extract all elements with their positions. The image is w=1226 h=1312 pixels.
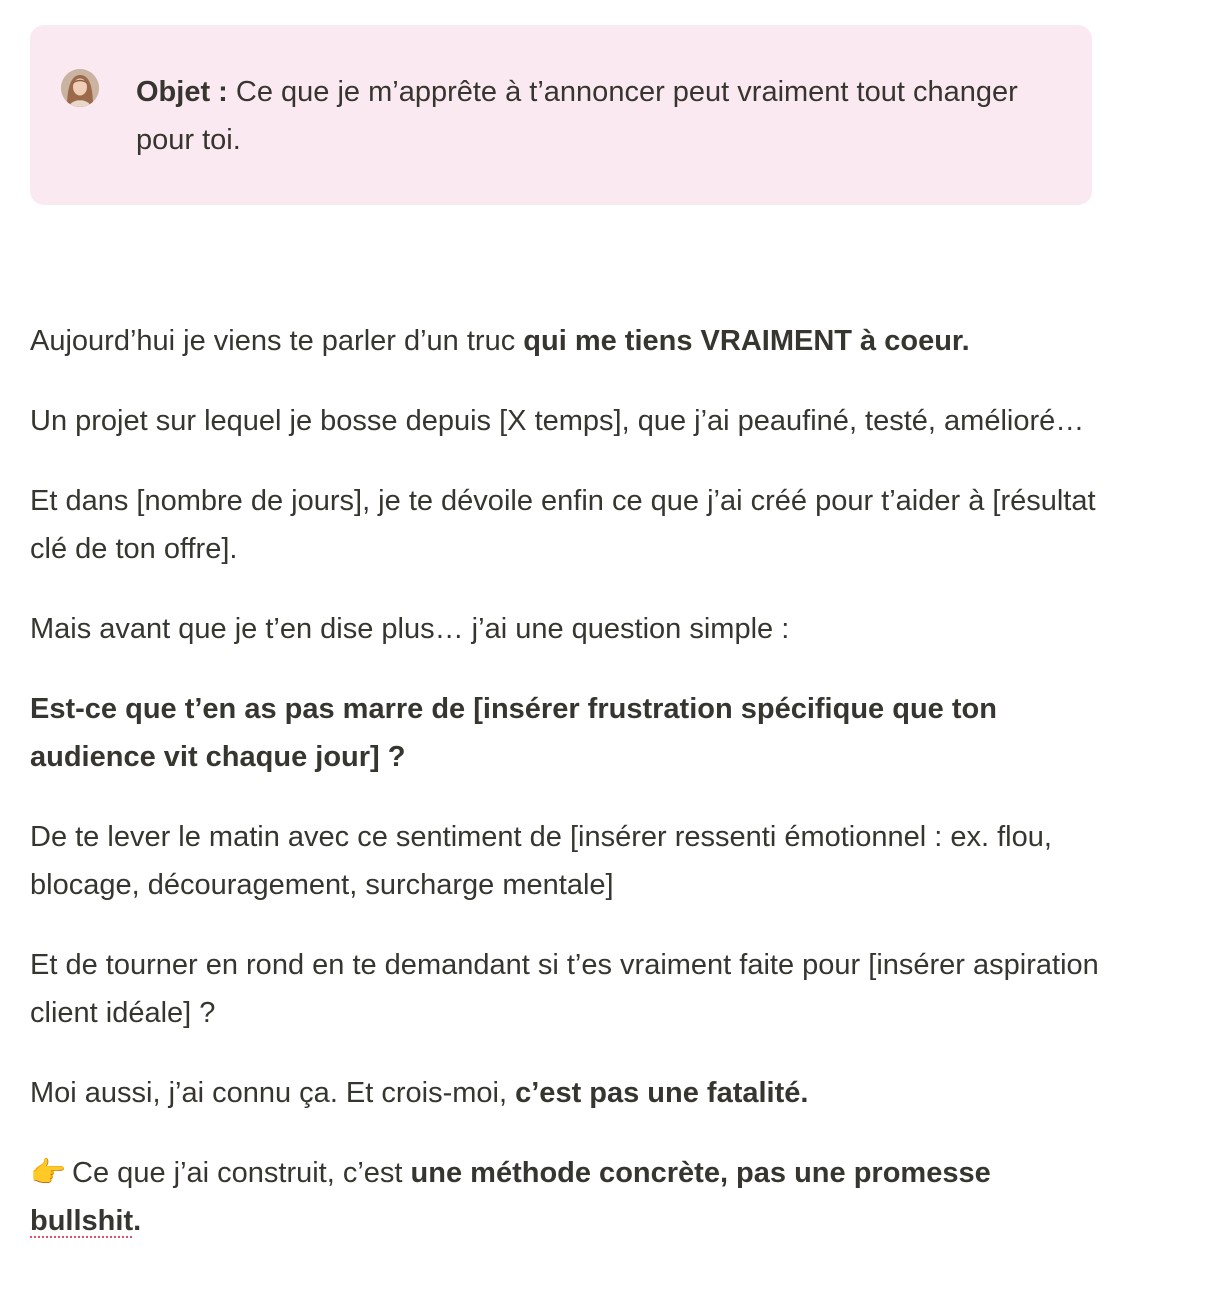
paragraph: 👉 Ce que j’ai construit, c’est une méthode concrète, pas une promesse bullshit. [30,1149,1100,1245]
paragraph: Moi aussi, j’ai connu ça. Et crois-moi, c’est pas une fatalité. [30,1077,809,1109]
spellcheck-flagged-word[interactable]: bullshit [30,1205,134,1237]
paragraph: Et dans [nombre de jours], je te dévoile enfin ce que j’ai créé pour t’aider à [résultat clé de ton offre]. [30,485,1096,565]
avatar-portrait-icon [61,69,99,107]
paragraph: Mais avant que je t’en dise plus… j’ai une question simple : [30,613,790,645]
pointing-hand-icon: 👉 [30,1157,67,1189]
subject-label: Objet : [136,76,228,108]
paragraph: Est-ce que t’en as pas marre de [insérer frustration spécifique que ton audience vit chaque jour] ? [30,693,997,773]
paragraph: De te lever le matin avec ce sentiment de [insérer ressenti émotionnel : ex. flou, blocage, découragement, surcharge mentale] [30,821,1052,901]
paragraph: Aujourd’hui je viens te parler d’un truc qui me tiens VRAIMENT à coeur. [30,325,970,357]
subject-text: Ce que je m’apprête à t’annoncer peut vraiment tout changer pour toi. [136,76,1018,156]
paragraph: Un projet sur lequel je bosse depuis [X temps], que j’ai peaufiné, testé, amélioré… [30,405,1085,437]
paragraph: Et de tourner en rond en te demandant si t’es vraiment faite pour [insérer aspiration client idéale] ? [30,949,1099,1029]
subject-line [136,68,1036,164]
avatar [61,69,99,107]
subject-callout [30,25,1092,205]
email-body [30,317,1100,1277]
